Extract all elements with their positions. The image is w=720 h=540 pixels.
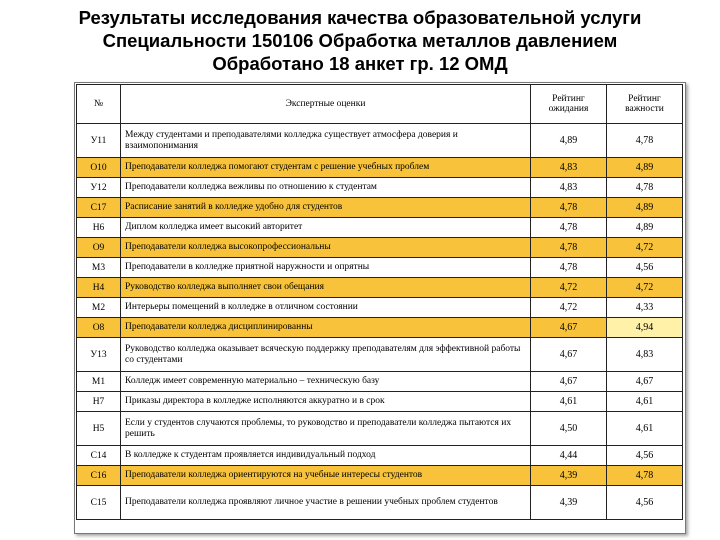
- row-statement: Преподаватели колледжа ориентируются на учебные интересы студентов: [121, 466, 531, 486]
- row-expectation: 4,39: [531, 486, 607, 520]
- row-code: О10: [77, 158, 121, 178]
- row-importance: 4,56: [607, 486, 683, 520]
- row-code: У12: [77, 178, 121, 198]
- header-num: №: [77, 85, 121, 124]
- ratings-table: [76, 84, 683, 520]
- row-statement: Преподаватели колледжа проявляют личное участие в решении учебных проблем студентов: [121, 486, 531, 520]
- row-code: О8: [77, 318, 121, 338]
- row-expectation: 4,83: [531, 178, 607, 198]
- row-code: С16: [77, 466, 121, 486]
- table-row: [77, 178, 683, 198]
- row-expectation: 4,67: [531, 338, 607, 372]
- row-expectation: 4,72: [531, 298, 607, 318]
- table-row: [77, 486, 683, 520]
- row-code: М3: [77, 258, 121, 278]
- row-statement: Если у студентов случаются проблемы, то руководство и преподаватели колледжа пытаются их решить: [121, 412, 531, 446]
- row-expectation: 4,83: [531, 158, 607, 178]
- row-code: С17: [77, 198, 121, 218]
- row-code: С14: [77, 446, 121, 466]
- row-expectation: 4,78: [531, 238, 607, 258]
- row-statement: Преподаватели колледжа высокопрофессиональны: [121, 238, 531, 258]
- row-statement: Преподаватели колледжа помогают студентам с решение учебных проблем: [121, 158, 531, 178]
- row-code: Н4: [77, 278, 121, 298]
- table-row: [77, 338, 683, 372]
- table-row: [77, 466, 683, 486]
- row-statement: Между студентами и преподавателями колледжа существует атмосфера доверия и взаимопонимания: [121, 124, 531, 158]
- row-code: Н5: [77, 412, 121, 446]
- row-expectation: 4,61: [531, 392, 607, 412]
- table-row: [77, 278, 683, 298]
- row-code: Н7: [77, 392, 121, 412]
- row-expectation: 4,78: [531, 218, 607, 238]
- row-code: У13: [77, 338, 121, 372]
- row-importance: 4,72: [607, 238, 683, 258]
- row-expectation: 4,78: [531, 258, 607, 278]
- row-importance: 4,61: [607, 412, 683, 446]
- row-importance: 4,56: [607, 258, 683, 278]
- slide-title: [0, 6, 720, 75]
- row-importance: 4,72: [607, 278, 683, 298]
- row-statement: Преподаватели колледжа дисциплинированны: [121, 318, 531, 338]
- table-row: [77, 318, 683, 338]
- row-expectation: 4,50: [531, 412, 607, 446]
- table-row: [77, 298, 683, 318]
- row-statement: Руководство колледжа выполняет свои обещания: [121, 278, 531, 298]
- header-expectation: Рейтинг ожидания: [531, 85, 607, 124]
- row-statement: Расписание занятий в колледже удобно для студентов: [121, 198, 531, 218]
- row-statement: Интерьеры помещений в колледже в отличном состоянии: [121, 298, 531, 318]
- row-importance: 4,89: [607, 158, 683, 178]
- row-expectation: 4,67: [531, 318, 607, 338]
- table-row: [77, 218, 683, 238]
- row-expectation: 4,39: [531, 466, 607, 486]
- table-row: [77, 238, 683, 258]
- row-statement: Диплом колледжа имеет высокий авторитет: [121, 218, 531, 238]
- row-importance: 4,67: [607, 372, 683, 392]
- row-expectation: 4,78: [531, 198, 607, 218]
- table-row: [77, 124, 683, 158]
- table-row: [77, 412, 683, 446]
- row-importance: 4,89: [607, 198, 683, 218]
- row-importance: 4,94: [607, 318, 683, 338]
- title-line-3: Обработано 18 анкет гр. 12 ОМД: [212, 53, 508, 74]
- row-code: С15: [77, 486, 121, 520]
- row-expectation: 4,89: [531, 124, 607, 158]
- row-expectation: 4,72: [531, 278, 607, 298]
- row-code: М2: [77, 298, 121, 318]
- table-row: [77, 158, 683, 178]
- row-importance: 4,56: [607, 446, 683, 466]
- title-line-1: Результаты исследования качества образовательной услуги: [78, 7, 642, 28]
- table-row: [77, 372, 683, 392]
- row-expectation: 4,44: [531, 446, 607, 466]
- table-row: [77, 392, 683, 412]
- row-statement: Приказы директора в колледже исполняются аккуратно и в срок: [121, 392, 531, 412]
- row-importance: 4,61: [607, 392, 683, 412]
- row-importance: 4,89: [607, 218, 683, 238]
- row-expectation: 4,67: [531, 372, 607, 392]
- title-line-2: Специальности 150106 Обработка металлов давлением: [102, 30, 618, 51]
- table-header-row: [77, 85, 683, 124]
- row-importance: 4,33: [607, 298, 683, 318]
- row-statement: Преподаватели в колледже приятной наружности и опрятны: [121, 258, 531, 278]
- table-row: [77, 198, 683, 218]
- row-statement: В колледже к студентам проявляется индивидуальный подход: [121, 446, 531, 466]
- table-row: [77, 258, 683, 278]
- row-statement: Руководство колледжа оказывает всяческую поддержку преподавателям для эффективной работы со студентами: [121, 338, 531, 372]
- row-code: М1: [77, 372, 121, 392]
- row-statement: Колледж имеет современную материально – техническую базу: [121, 372, 531, 392]
- row-importance: 4,83: [607, 338, 683, 372]
- header-statement: Экспертные оценки: [121, 85, 531, 124]
- row-code: Н6: [77, 218, 121, 238]
- table-body: [77, 124, 683, 520]
- header-importance: Рейтинг важности: [607, 85, 683, 124]
- table-row: [77, 446, 683, 466]
- row-code: О9: [77, 238, 121, 258]
- row-importance: 4,78: [607, 178, 683, 198]
- row-importance: 4,78: [607, 124, 683, 158]
- row-statement: Преподаватели колледжа вежливы по отношению к студентам: [121, 178, 531, 198]
- row-code: У11: [77, 124, 121, 158]
- row-importance: 4,78: [607, 466, 683, 486]
